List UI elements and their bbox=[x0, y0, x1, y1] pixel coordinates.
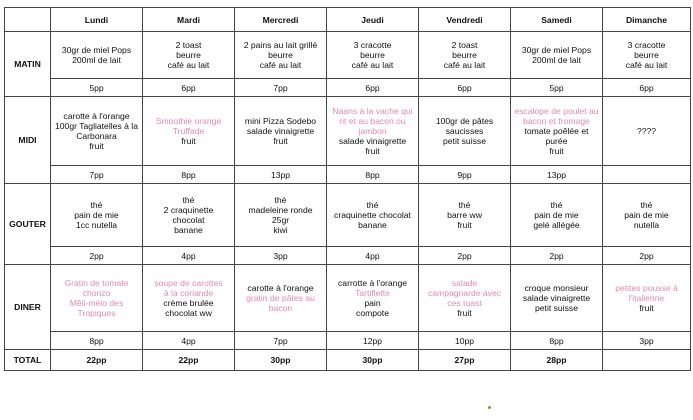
meal-cell bbox=[603, 184, 691, 247]
points-cell: 13pp bbox=[235, 166, 327, 184]
menu-item: café au lait bbox=[259, 60, 302, 70]
paper-speck bbox=[488, 406, 491, 409]
meal-cell bbox=[603, 97, 691, 166]
meal-cell bbox=[327, 32, 419, 79]
meal-row bbox=[5, 184, 691, 247]
points-cell: 3pp bbox=[235, 247, 327, 265]
menu-item: madeleine ronde bbox=[248, 205, 313, 215]
meal-cell bbox=[603, 265, 691, 332]
menu-item: fruit bbox=[457, 308, 472, 318]
menu-item: soupe de carottes bbox=[154, 278, 223, 288]
menu-item: crème brulée bbox=[163, 298, 214, 308]
day-header: Mardi bbox=[143, 8, 235, 32]
menu-item: 30gr de miel Pops bbox=[61, 45, 132, 55]
total-cell: 28pp bbox=[511, 350, 603, 371]
meal-cell bbox=[419, 265, 511, 332]
points-cell: 6pp bbox=[603, 79, 691, 97]
menu-item: fruit bbox=[549, 146, 564, 156]
menu-item: petit suisse bbox=[535, 303, 578, 313]
menu-item: petites pousse à bbox=[615, 283, 678, 293]
menu-item: thé bbox=[274, 195, 287, 205]
menu-item: salade vinaigrette bbox=[246, 126, 315, 136]
menu-item: saucisses bbox=[445, 126, 484, 136]
menu-item: Truffade bbox=[172, 126, 205, 136]
total-cell: 30pp bbox=[235, 350, 327, 371]
menu-item: banane bbox=[358, 220, 387, 230]
meal-cell bbox=[51, 97, 143, 166]
meal-cell bbox=[235, 265, 327, 332]
meal-label: MATIN bbox=[5, 32, 51, 97]
meal-cell bbox=[419, 97, 511, 166]
menu-item: bacon et fromage bbox=[523, 116, 590, 126]
menu-item: rit et au bacon ou bbox=[339, 116, 406, 126]
menu-item: gratin de pâtes au bbox=[246, 293, 315, 303]
menu-item: croque monsieur bbox=[524, 283, 589, 293]
day-header: Mercredi bbox=[235, 8, 327, 32]
points-cell: 5pp bbox=[51, 79, 143, 97]
meal-plan-table bbox=[4, 7, 691, 371]
menu-item: 30gr de miel Pops bbox=[521, 45, 592, 55]
meal-cell bbox=[603, 32, 691, 79]
points-cell: 4pp bbox=[143, 247, 235, 265]
total-label: TOTAL bbox=[5, 350, 51, 371]
menu-item: café au lait bbox=[443, 60, 486, 70]
menu-item: 3 cracotte bbox=[353, 40, 392, 50]
points-row bbox=[5, 332, 691, 350]
points-cell: 5pp bbox=[511, 79, 603, 97]
meal-cell bbox=[51, 184, 143, 247]
menu-item: carrotte à l'orange bbox=[338, 278, 407, 288]
points-cell: 3pp bbox=[603, 332, 691, 350]
menu-item: kiwi bbox=[273, 225, 288, 235]
menu-item: gelé allégée bbox=[533, 220, 580, 230]
menu-item: pain de mie bbox=[624, 210, 669, 220]
points-cell: 2pp bbox=[51, 247, 143, 265]
meal-cell bbox=[235, 32, 327, 79]
menu-item: tomate poêlée et purée bbox=[524, 126, 589, 146]
meal-cell bbox=[235, 184, 327, 247]
menu-item: Tartiflette bbox=[355, 288, 390, 298]
points-row bbox=[5, 79, 691, 97]
meal-cell bbox=[143, 32, 235, 79]
menu-item: café au lait bbox=[625, 60, 668, 70]
day-header: Lundi bbox=[51, 8, 143, 32]
menu-item: fruit bbox=[365, 146, 380, 156]
menu-item: fruit bbox=[181, 136, 196, 146]
meal-row bbox=[5, 265, 691, 332]
menu-item: 200ml de lait bbox=[72, 55, 121, 65]
total-cell: 22pp bbox=[143, 350, 235, 371]
meal-cell bbox=[511, 32, 603, 79]
points-cell: 4pp bbox=[143, 332, 235, 350]
menu-item: 2 toast bbox=[451, 40, 478, 50]
menu-item: thé bbox=[550, 200, 563, 210]
meal-row bbox=[5, 97, 691, 166]
menu-item: jambon bbox=[358, 126, 387, 136]
meal-cell bbox=[419, 184, 511, 247]
menu-item: 1cc nutella bbox=[75, 220, 118, 230]
meal-cell bbox=[235, 97, 327, 166]
meal-cell bbox=[327, 184, 419, 247]
points-cell: 7pp bbox=[235, 332, 327, 350]
menu-item: café au lait bbox=[167, 60, 210, 70]
total-row bbox=[5, 350, 691, 371]
menu-item: pain bbox=[364, 298, 381, 308]
header-row bbox=[5, 8, 691, 32]
meal-cell bbox=[511, 97, 603, 166]
menu-item: chocolat bbox=[172, 215, 205, 225]
menu-item: Naans à la vache qui bbox=[332, 106, 413, 116]
points-cell: 7pp bbox=[51, 166, 143, 184]
meal-cell bbox=[143, 265, 235, 332]
points-cell: 9pp bbox=[419, 166, 511, 184]
menu-item: nutella bbox=[633, 220, 660, 230]
menu-item: thé bbox=[458, 200, 471, 210]
menu-item: thé bbox=[90, 200, 103, 210]
meal-cell bbox=[143, 184, 235, 247]
points-cell: 8pp bbox=[511, 332, 603, 350]
menu-item: bacon bbox=[268, 303, 293, 313]
points-cell: 6pp bbox=[419, 79, 511, 97]
menu-item: mini Pizza Sodebo bbox=[244, 116, 317, 126]
meal-cell bbox=[419, 32, 511, 79]
menu-item: Carbonara bbox=[76, 131, 117, 141]
menu-item: pain de mie bbox=[74, 210, 119, 220]
menu-item: beurre bbox=[176, 50, 201, 60]
menu-item: 200ml de lait bbox=[532, 55, 581, 65]
points-cell: 2pp bbox=[511, 247, 603, 265]
menu-item: fruit bbox=[89, 141, 104, 151]
menu-item: thé bbox=[366, 200, 379, 210]
total-cell bbox=[603, 350, 691, 371]
meal-plan-body bbox=[5, 32, 691, 371]
meal-label: GOUTER bbox=[5, 184, 51, 265]
menu-item: compote bbox=[356, 308, 389, 318]
menu-item: fruit bbox=[273, 136, 288, 146]
day-header: Jeudi bbox=[327, 8, 419, 32]
menu-item: beurre bbox=[268, 50, 293, 60]
menu-item: Tropiques bbox=[77, 308, 116, 318]
menu-item: 25gr bbox=[271, 215, 290, 225]
menu-item: Gratin de tomate bbox=[64, 278, 129, 288]
menu-item: fruit bbox=[457, 220, 472, 230]
menu-item: barre ww bbox=[447, 210, 482, 220]
menu-item: 3 cracotte bbox=[627, 40, 666, 50]
menu-item: banane bbox=[174, 225, 203, 235]
meal-cell bbox=[143, 97, 235, 166]
meal-cell bbox=[51, 265, 143, 332]
menu-item: 2 toast bbox=[175, 40, 202, 50]
total-cell: 22pp bbox=[51, 350, 143, 371]
menu-item: campagnarde avec bbox=[427, 288, 502, 298]
points-cell: 4pp bbox=[327, 247, 419, 265]
menu-item: 2 craquinette bbox=[163, 205, 214, 215]
total-cell: 27pp bbox=[419, 350, 511, 371]
meal-cell bbox=[511, 265, 603, 332]
menu-item: beurre bbox=[452, 50, 477, 60]
menu-item: salade vinaigrette bbox=[522, 293, 591, 303]
menu-item: escalope de poulet au bbox=[514, 106, 599, 116]
menu-item: carotte à l'orange bbox=[63, 111, 130, 121]
points-cell: 8pp bbox=[327, 166, 419, 184]
meal-cell bbox=[511, 184, 603, 247]
menu-item: beurre bbox=[634, 50, 659, 60]
meal-label: DINER bbox=[5, 265, 51, 350]
points-cell: 12pp bbox=[327, 332, 419, 350]
menu-item: chocolat ww bbox=[165, 308, 212, 318]
menu-item: beurre bbox=[360, 50, 385, 60]
meal-row bbox=[5, 32, 691, 79]
menu-item: fruit bbox=[639, 303, 654, 313]
points-cell: 10pp bbox=[419, 332, 511, 350]
menu-item: salade vinaigrette bbox=[338, 136, 407, 146]
points-cell: 6pp bbox=[143, 79, 235, 97]
points-cell: 8pp bbox=[51, 332, 143, 350]
menu-item: thé bbox=[640, 200, 653, 210]
menu-item: thé bbox=[182, 195, 195, 205]
menu-item: l'italienne bbox=[628, 293, 665, 303]
menu-item: café au lait bbox=[351, 60, 394, 70]
menu-item: 100gr Tagliatelles à la bbox=[55, 121, 138, 131]
menu-item: ces toast bbox=[447, 298, 482, 308]
menu-item: petit suisse bbox=[443, 136, 486, 146]
meal-cell bbox=[51, 32, 143, 79]
day-header: Samedi bbox=[511, 8, 603, 32]
points-cell: 2pp bbox=[603, 247, 691, 265]
menu-item: ???? bbox=[636, 126, 657, 136]
meal-label: MIDI bbox=[5, 97, 51, 184]
menu-item: Mêli-mélo des bbox=[69, 298, 124, 308]
menu-item: pain de mie bbox=[534, 210, 579, 220]
menu-item: salade bbox=[451, 278, 478, 288]
points-cell: 6pp bbox=[327, 79, 419, 97]
menu-item: Smoothie orange bbox=[155, 116, 222, 126]
menu-item: craquinette chocolat bbox=[334, 210, 411, 220]
points-cell bbox=[603, 166, 691, 184]
menu-item: 2 pains au lait grillé bbox=[243, 40, 318, 50]
points-cell: 2pp bbox=[419, 247, 511, 265]
corner-cell bbox=[5, 8, 51, 32]
day-header: Vendredi bbox=[419, 8, 511, 32]
total-cell: 30pp bbox=[327, 350, 419, 371]
points-cell: 7pp bbox=[235, 79, 327, 97]
points-row bbox=[5, 166, 691, 184]
meal-cell bbox=[327, 97, 419, 166]
day-header: Dimanche bbox=[603, 8, 691, 32]
meal-cell bbox=[327, 265, 419, 332]
points-cell: 13pp bbox=[511, 166, 603, 184]
menu-item: carotte à l'orange bbox=[247, 283, 314, 293]
points-row bbox=[5, 247, 691, 265]
menu-item: 100gr de pâtes bbox=[435, 116, 494, 126]
menu-item: à la coriande bbox=[163, 288, 214, 298]
menu-item: chorizo bbox=[82, 288, 111, 298]
points-cell: 8pp bbox=[143, 166, 235, 184]
